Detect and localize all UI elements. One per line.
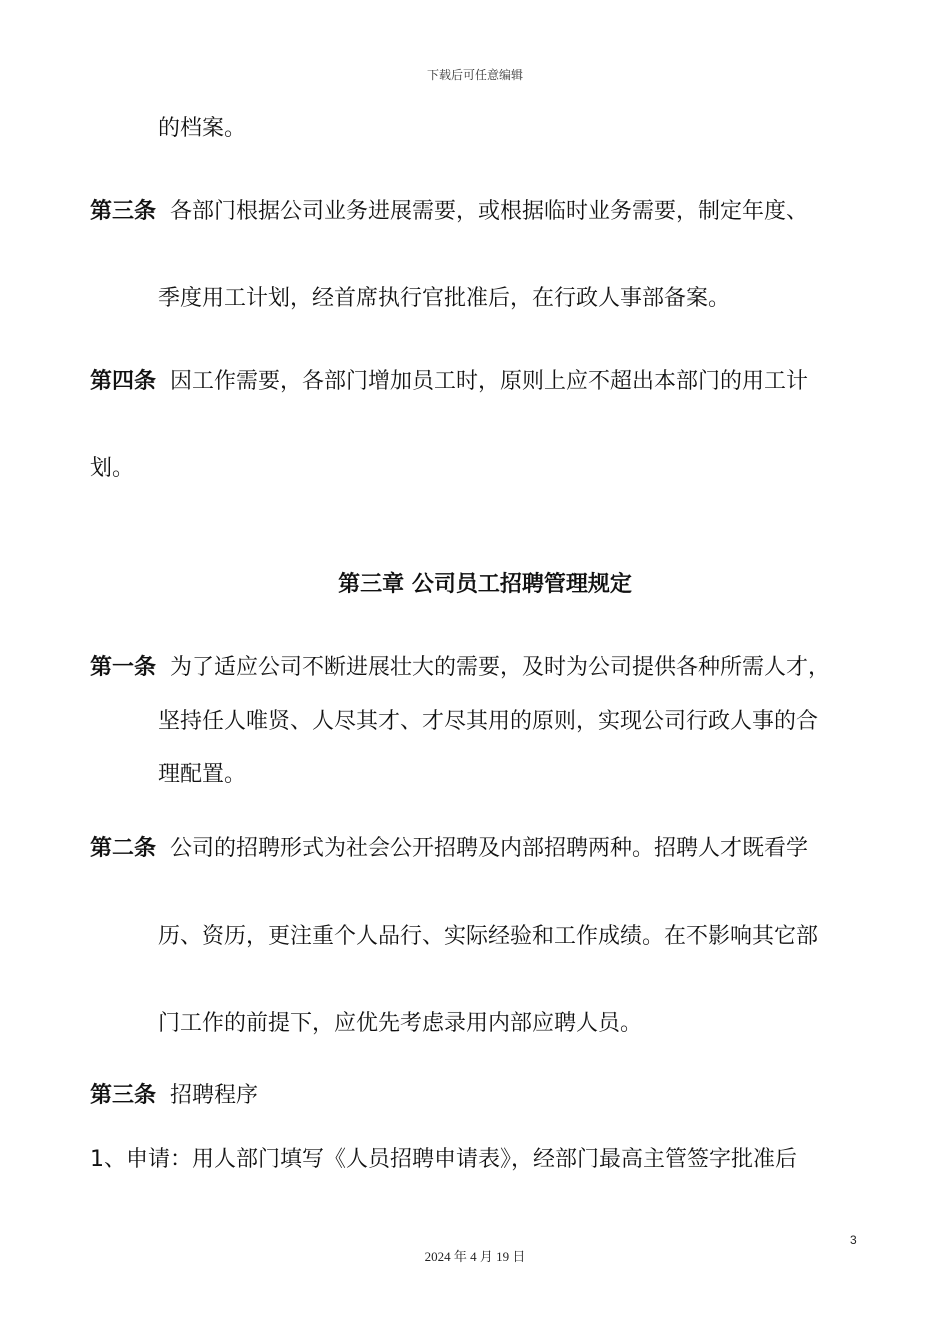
footer-date: 2024 年 4 月 19 日: [424, 1249, 526, 1264]
article-text: 各部门根据公司业务进展需要，或根据临时业务需要，制定年度、: [170, 199, 809, 224]
article-text: 招聘程序: [170, 1083, 259, 1108]
chapter-article-3: [90, 1081, 258, 1111]
article-text: 因工作需要，各部门增加员工时，原则上应不超出本部门的用工计: [170, 369, 809, 394]
chapter-article-2: [90, 834, 808, 864]
page-header: 下载后可任意编辑: [426, 68, 523, 82]
article-label: 第三条: [90, 199, 157, 224]
list-item: 1、申请：用人部门填写《人员招聘申请表》，经部门最高主管签字批准后: [90, 1147, 797, 1172]
article-label: 第二条: [90, 836, 157, 861]
paragraph-line: 坚持任人唯贤、人尽其才、才尽其用的原则，实现公司行政人事的合: [158, 709, 819, 734]
paragraph-line: 历、资历，更注重个人品行、实际经验和工作成绩。在不影响其它部: [158, 924, 819, 949]
paragraph-line: 划。: [90, 456, 135, 481]
article-label: 第四条: [90, 369, 157, 394]
paragraph-line: 季度用工计划，经首席执行官批准后，在行政人事部备案。: [158, 286, 731, 311]
article-3: [90, 197, 808, 227]
chapter-article-1: [90, 653, 830, 683]
article-label: 第一条: [90, 655, 157, 680]
chapter-title: 第三章 公司员工招聘管理规定: [338, 572, 632, 597]
article-text: 公司的招聘形式为社会公开招聘及内部招聘两种。招聘人才既看学: [170, 836, 809, 861]
page-number: 3: [850, 1233, 857, 1247]
article-text: 为了适应公司不断进展壮大的需要，及时为公司提供各种所需人才，: [170, 655, 831, 680]
article-label: 第三条: [90, 1083, 157, 1108]
article-4: [90, 367, 808, 397]
paragraph-line: 门工作的前提下，应优先考虑录用内部应聘人员。: [158, 1011, 643, 1036]
paragraph-line: 的档案。: [158, 116, 247, 141]
paragraph-line: 理配置。: [158, 762, 247, 787]
